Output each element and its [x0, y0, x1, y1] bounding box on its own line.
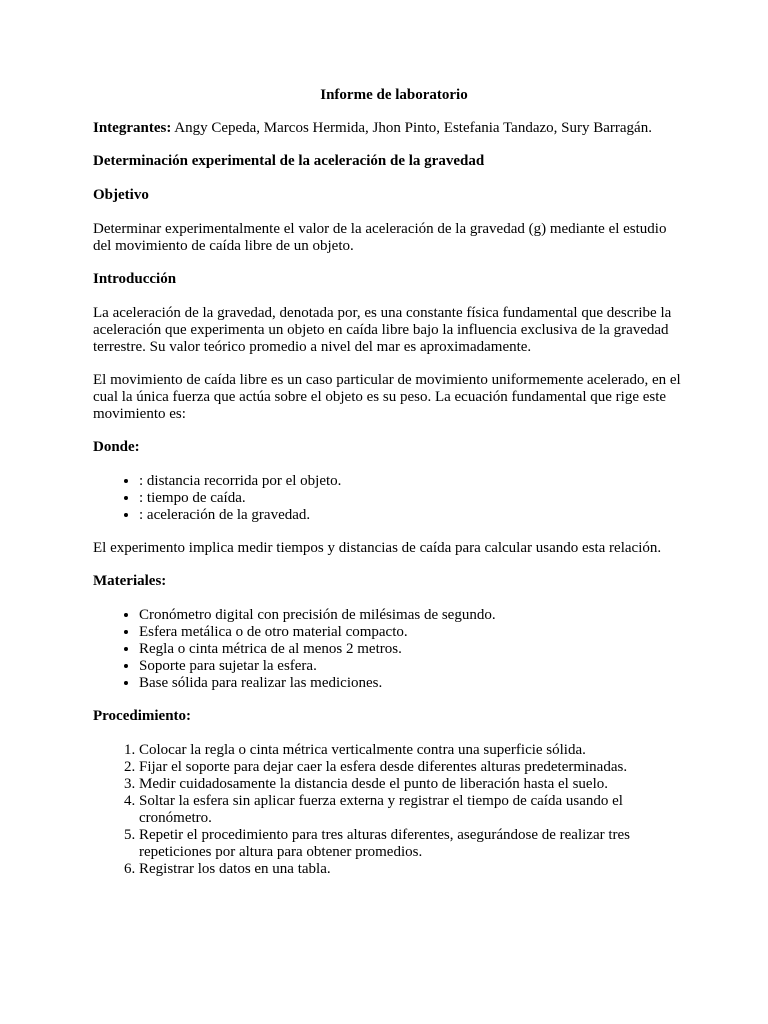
members-paragraph: [93, 120, 683, 137]
report-subtitle: Determinación experimental de la aceleración de la gravedad: [93, 153, 485, 169]
list-item: • Base sólida para realizar las mediciones.: [139, 675, 683, 692]
introduction-paragraph-2: El movimiento de caída libre es un caso particular de movimiento uniformemente acelerado, en el cual la única fuerza que actúa sobre el objeto es su peso. La ecuación fundamental que rige este movimiento es:: [93, 372, 681, 422]
list-item: 6. Registrar los datos en una tabla.: [139, 861, 683, 878]
list-item: 4. Soltar la esfera sin aplicar fuerza externa y registrar el tiempo de caída usando el cronómetro.: [139, 793, 683, 827]
introduction-paragraph-1: La aceleración de la gravedad, denotada por, es una constante física fundamental que describe la aceleración que experimenta un objeto en caída libre bajo la influencia exclusiva de la gravedad terrestre. Su valor teórico promedio a nivel del mar es aproximadamente.: [93, 305, 672, 355]
list-item: 5. Repetir el procedimiento para tres alturas diferentes, asegurándose de realizar tres repeticiones por altura para obtener promedios.: [139, 827, 683, 861]
list-item: 1. Colocar la regla o cinta métrica verticalmente contra una superficie sólida.: [139, 742, 683, 759]
list-item: • Soporte para sujetar la esfera.: [139, 658, 683, 675]
materials-list: [93, 607, 683, 692]
list-item: • Regla o cinta métrica de al menos 2 metros.: [139, 641, 683, 658]
where-heading: Donde:: [93, 439, 140, 455]
list-item: • Cronómetro digital con precisión de milésimas de segundo.: [139, 607, 683, 624]
document-page: [93, 87, 683, 894]
list-item: • : tiempo de caída.: [139, 490, 683, 507]
variables-list: [93, 473, 683, 524]
objective-heading: Objetivo: [93, 187, 149, 203]
list-item: 2. Fijar el soporte para dejar caer la esfera desde diferentes alturas predeterminadas.: [139, 759, 683, 776]
objective-text: Determinar experimentalmente el valor de la aceleración de la gravedad (g) mediante el estudio del movimiento de caída libre de un objeto.: [93, 221, 667, 254]
members-names: Angy Cepeda, Marcos Hermida, Jhon Pinto, Estefania Tandazo, Sury Barragán.: [171, 120, 652, 136]
list-item: 3. Medir cuidadosamente la distancia desde el punto de liberación hasta el suelo.: [139, 776, 683, 793]
procedure-list: [93, 742, 683, 878]
materials-heading: Materiales:: [93, 573, 167, 589]
document-title: Informe de laboratorio: [320, 87, 468, 103]
members-label: Integrantes:: [93, 120, 172, 136]
list-item: • : distancia recorrida por el objeto.: [139, 473, 683, 490]
list-item: • Esfera metálica o de otro material compacto.: [139, 624, 683, 641]
experiment-paragraph: El experimento implica medir tiempos y distancias de caída para calcular usando esta relación.: [93, 540, 662, 556]
introduction-heading: Introducción: [93, 271, 177, 287]
list-item: • : aceleración de la gravedad.: [139, 507, 683, 524]
procedure-heading: Procedimiento:: [93, 708, 192, 724]
